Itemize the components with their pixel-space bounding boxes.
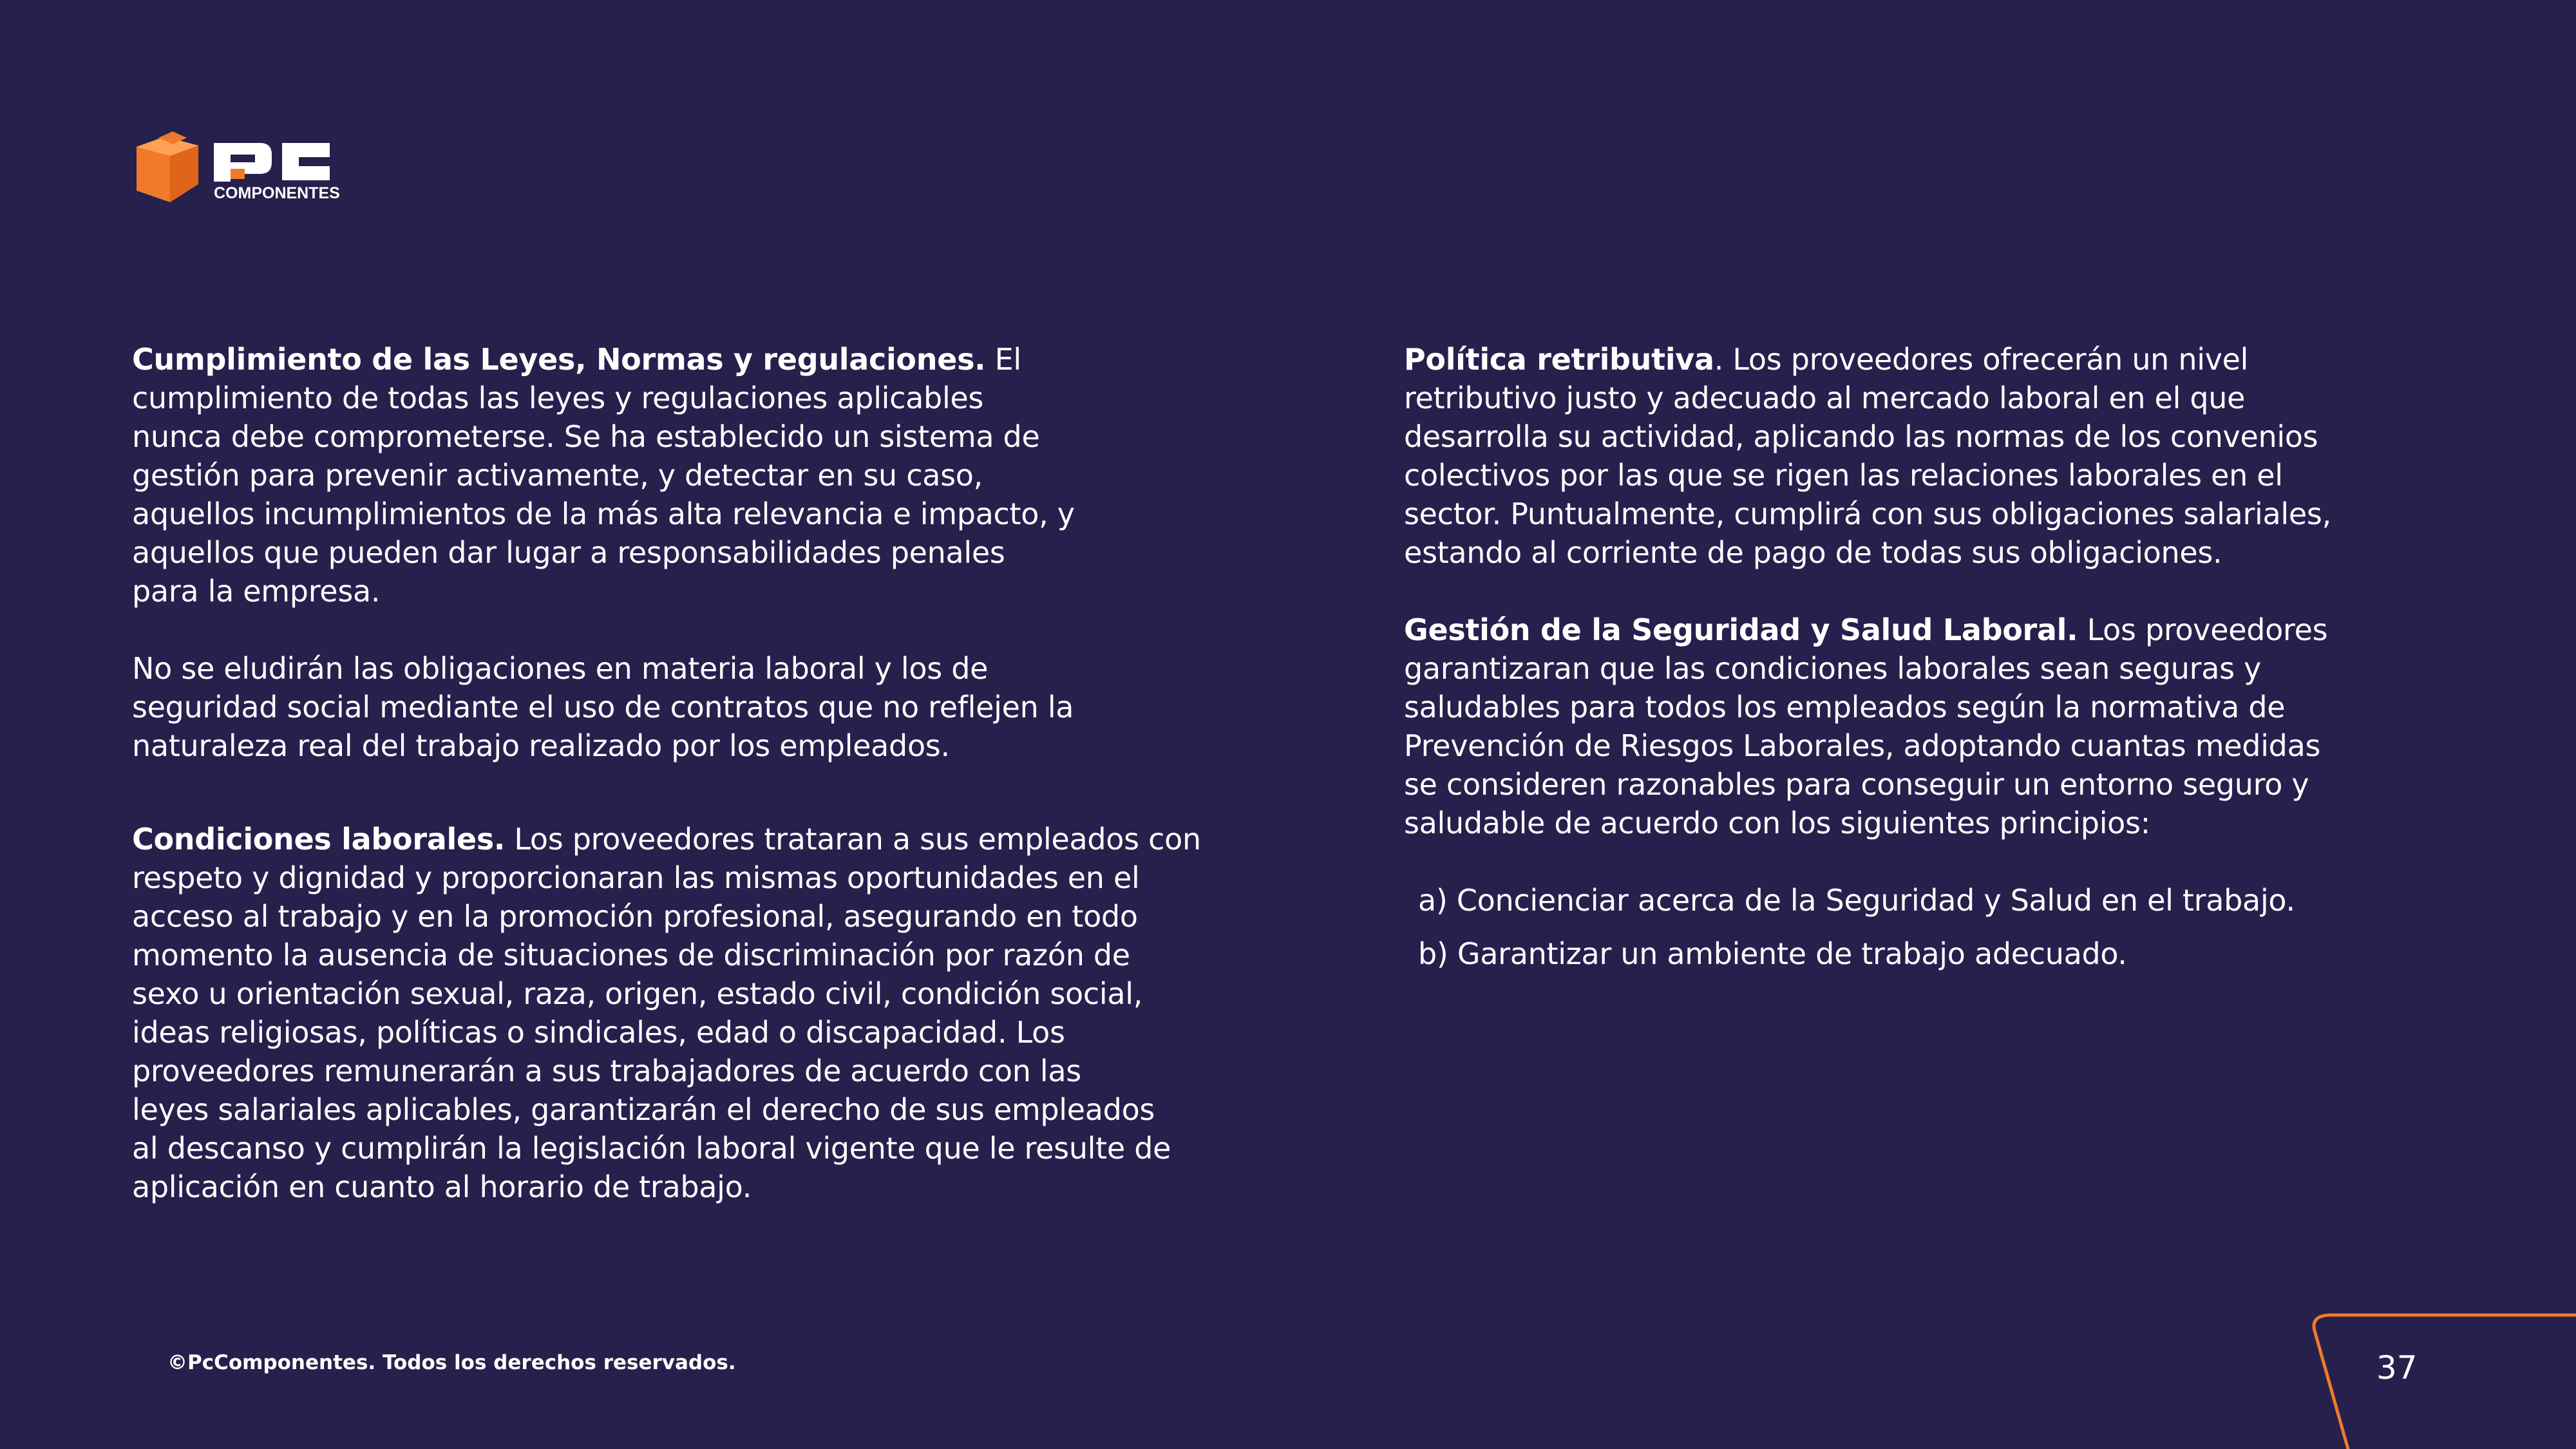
- paragraph-pay-policy-body: . Los proveedores ofrecerán un nivel retributivo justo y adecuado al mercado laboral en el que desarrolla su actividad, aplicando las normas de los convenios colectivos por las que se rigen las relaciones laborales en el sector. Puntualmente, cumplirá con sus obligaciones salariales, estando al corriente de pago de todas sus obligaciones.: [1404, 342, 2331, 570]
- paragraph-working-conditions-body: Los proveedores trataran a sus empleados con respeto y dignidad y proporcionaran las mismas oportunidades en el acceso al trabajo y en la promoción profesional, asegurando en todo momento la ausencia de situaciones de discriminación por razón de sexo u orientación sexual, raza, origen, estado civil, condición social, ideas religiosas, políticas o sindicales, edad o discapacidad. Los proveedores remunerarán a sus trabajadores de acuerdo con las leyes salariales aplicables, garantizarán el derecho de sus empleados al descanso y cumplirán la legislación laboral vigente que le resulte de aplicación en cuanto al horario de trabajo.: [132, 822, 1201, 1204]
- principles-list: [1404, 881, 2409, 973]
- paragraph-compliance: [132, 340, 1240, 611]
- right-column: [1404, 340, 2409, 973]
- list-item: b) Garantizar un ambiente de trabajo adecuado.: [1418, 936, 2127, 971]
- paragraph-compliance-body: El cumplimiento de todas las leyes y regulaciones aplicables nunca debe comprometerse. Se ha establecido un sistema de gestión para prevenir activamente, y detectar en su caso, aquellos incumplimientos de la más alta relevancia e impacto, y aquellos que pueden dar lugar a responsabilidades penales para la empresa.: [132, 342, 1075, 609]
- list-item: a) Concienciar acerca de la Seguridad y Salud en el trabajo.: [1418, 883, 2295, 918]
- pccomponentes-logo: [134, 129, 353, 206]
- paragraph-working-conditions-title: Condiciones laborales.: [132, 822, 506, 857]
- paragraph-working-conditions: [132, 820, 1240, 1206]
- paragraph-health-safety-body: Los proveedores garantizaran que las condiciones laborales sean seguras y saludables para todos los empleados según la normativa de Prevención de Riesgos Laborales, adoptando cuantas medidas se consideren razonables para conseguir un entorno seguro y saludable de acuerdo con los siguientes principios:: [1404, 612, 2328, 840]
- paragraph-pay-policy-title: Política retributiva: [1404, 342, 1714, 377]
- paragraph-health-safety: [1404, 611, 2409, 842]
- copyright-notice: ©PcComponentes. Todos los derechos reservados.: [167, 1351, 736, 1374]
- paragraph-health-safety-title: Gestión de la Seguridad y Salud Laboral.: [1404, 612, 2078, 647]
- paragraph-pay-policy: [1404, 340, 2409, 572]
- paragraph-labor-obligations: No se eludirán las obligaciones en materia laboral y los de seguridad social mediante el uso de contratos que no reflejen la naturaleza real del trabajo realizado por los empleados.: [132, 651, 1074, 763]
- paragraph-compliance-title: Cumplimiento de las Leyes, Normas y regulaciones.: [132, 342, 986, 377]
- corner-decoration-icon: [2306, 1307, 2576, 1449]
- page-number: 37: [2376, 1349, 2418, 1387]
- logo-subtext: COMPONENTES: [214, 184, 340, 202]
- left-column: [132, 340, 1240, 1206]
